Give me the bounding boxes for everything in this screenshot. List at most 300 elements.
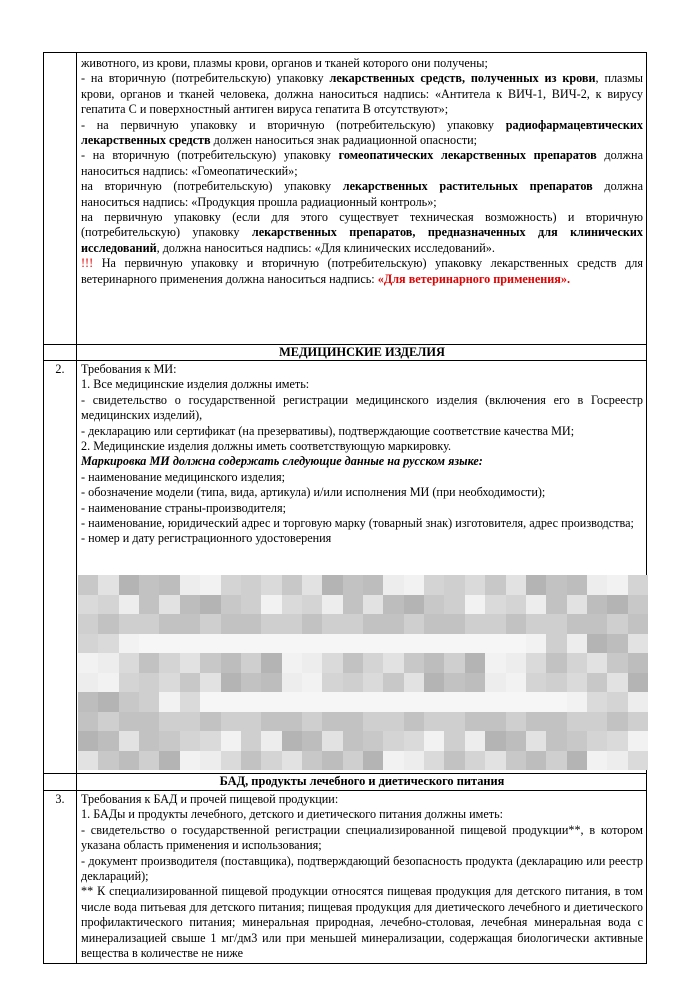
mosaic-cell bbox=[343, 673, 363, 693]
mosaic-cell bbox=[200, 731, 220, 751]
mosaic-cell bbox=[424, 731, 444, 751]
mosaic-cell bbox=[282, 731, 302, 751]
mosaic-cell bbox=[261, 692, 281, 712]
mosaic-cell bbox=[241, 653, 261, 673]
text-run: 2. Медицинские изделия должны иметь соответствующую маркировку. bbox=[81, 439, 452, 454]
text-line bbox=[81, 179, 643, 210]
mosaic-cell bbox=[343, 634, 363, 654]
mosaic-cell bbox=[424, 673, 444, 693]
mosaic-cell bbox=[180, 653, 200, 673]
mosaic-cell bbox=[526, 634, 546, 654]
mosaic-cell bbox=[221, 712, 241, 732]
mosaic-cell bbox=[485, 614, 505, 634]
mosaic-cell bbox=[241, 595, 261, 615]
mosaic-cell bbox=[465, 712, 485, 732]
mosaic-cell bbox=[546, 692, 566, 712]
mosaic-cell bbox=[628, 575, 648, 595]
mosaic-cell bbox=[444, 634, 464, 654]
mosaic-cell bbox=[363, 575, 383, 595]
section-title-bad: БАД, продукты лечебного и диетического питания bbox=[219, 774, 505, 788]
mosaic-cell bbox=[506, 575, 526, 595]
mosaic-cell bbox=[241, 692, 261, 712]
mosaic-cell bbox=[404, 653, 424, 673]
mosaic-cell bbox=[78, 653, 98, 673]
mosaic-cell bbox=[261, 614, 281, 634]
mosaic-cell bbox=[444, 751, 464, 771]
mosaic-cell bbox=[78, 751, 98, 771]
mosaic-cell bbox=[444, 653, 464, 673]
mosaic-cell bbox=[98, 731, 118, 751]
mosaic-cell bbox=[302, 634, 322, 654]
mosaic-cell bbox=[180, 692, 200, 712]
mosaic-cell bbox=[241, 731, 261, 751]
mosaic-cell bbox=[506, 751, 526, 771]
mosaic-cell bbox=[119, 634, 139, 654]
mosaic-cell bbox=[78, 731, 98, 751]
mosaic-row bbox=[78, 673, 648, 693]
mosaic-cell bbox=[526, 614, 546, 634]
mosaic-cell bbox=[506, 712, 526, 732]
mosaic-cell bbox=[159, 731, 179, 751]
mosaic-cell bbox=[444, 731, 464, 751]
mosaic-cell bbox=[506, 634, 526, 654]
text-run: На первичную упаковку и вторичную (потребительскую) упаковку лекарственных средств для ветеринарного применения должна наноситься надпись: bbox=[81, 256, 643, 286]
mosaic-cell bbox=[159, 614, 179, 634]
text-line bbox=[81, 148, 643, 179]
mosaic-cell bbox=[98, 634, 118, 654]
mosaic-cell bbox=[567, 692, 587, 712]
mosaic-cell bbox=[221, 595, 241, 615]
mosaic-cell bbox=[322, 731, 342, 751]
row-divider bbox=[44, 360, 646, 361]
mosaic-cell bbox=[567, 731, 587, 751]
mosaic-cell bbox=[424, 692, 444, 712]
mosaic-cell bbox=[465, 751, 485, 771]
mosaic-cell bbox=[383, 575, 403, 595]
mosaic-row bbox=[78, 653, 648, 673]
mosaic-cell bbox=[322, 614, 342, 634]
mosaic-cell bbox=[546, 731, 566, 751]
mosaic-cell bbox=[404, 751, 424, 771]
mosaic-cell bbox=[119, 575, 139, 595]
mosaic-cell bbox=[546, 712, 566, 732]
mosaic-cell bbox=[261, 751, 281, 771]
mosaic-cell bbox=[567, 653, 587, 673]
mosaic-cell bbox=[78, 595, 98, 615]
mosaic-cell bbox=[282, 653, 302, 673]
mosaic-cell bbox=[282, 595, 302, 615]
mosaic-cell bbox=[383, 614, 403, 634]
mosaic-cell bbox=[159, 751, 179, 771]
mosaic-cell bbox=[465, 634, 485, 654]
mosaic-cell bbox=[343, 653, 363, 673]
mosaic-cell bbox=[526, 712, 546, 732]
mosaic-cell bbox=[444, 712, 464, 732]
mosaic-cell bbox=[261, 595, 281, 615]
text-run: - наименование медицинского изделия; bbox=[81, 469, 286, 484]
text-run: на вторичную (потребительскую) упаковку bbox=[81, 179, 343, 194]
mosaic-row bbox=[78, 731, 648, 751]
mosaic-cell bbox=[363, 614, 383, 634]
mosaic-cell bbox=[383, 595, 403, 615]
mosaic-cell bbox=[98, 595, 118, 615]
mosaic-cell bbox=[404, 712, 424, 732]
mosaic-cell bbox=[261, 731, 281, 751]
mosaic-cell bbox=[119, 751, 139, 771]
mosaic-cell bbox=[221, 575, 241, 595]
mosaic-cell bbox=[587, 712, 607, 732]
mosaic-cell bbox=[526, 692, 546, 712]
mosaic-cell bbox=[485, 712, 505, 732]
mosaic-cell bbox=[78, 692, 98, 712]
mosaic-cell bbox=[383, 653, 403, 673]
mosaic-cell bbox=[139, 712, 159, 732]
mosaic-cell bbox=[282, 751, 302, 771]
text-line bbox=[81, 792, 643, 807]
mosaic-cell bbox=[506, 614, 526, 634]
mosaic-row bbox=[78, 692, 648, 712]
mosaic-cell bbox=[363, 673, 383, 693]
mosaic-row bbox=[78, 614, 648, 634]
mosaic-cell bbox=[241, 614, 261, 634]
mosaic-cell bbox=[261, 673, 281, 693]
mosaic-cell bbox=[159, 653, 179, 673]
mosaic-cell bbox=[526, 673, 546, 693]
text-run: Маркировка МИ должна содержать следующие данные на русском языке: bbox=[81, 454, 483, 469]
text-line bbox=[81, 393, 643, 424]
mosaic-cell bbox=[322, 575, 342, 595]
mosaic-cell bbox=[404, 575, 424, 595]
mosaic-cell bbox=[139, 673, 159, 693]
mosaic-cell bbox=[119, 673, 139, 693]
mosaic-cell bbox=[628, 653, 648, 673]
text-run: - на вторичную (потребительскую) упаковку bbox=[81, 148, 339, 163]
mosaic-cell bbox=[98, 712, 118, 732]
mosaic-cell bbox=[200, 595, 220, 615]
mosaic-cell bbox=[383, 634, 403, 654]
mosaic-cell bbox=[546, 673, 566, 693]
mosaic-cell bbox=[119, 731, 139, 751]
mosaic-cell bbox=[200, 634, 220, 654]
text-line bbox=[81, 377, 643, 392]
mosaic-cell bbox=[485, 673, 505, 693]
mosaic-cell bbox=[302, 692, 322, 712]
mosaic-cell bbox=[200, 712, 220, 732]
mosaic-cell bbox=[241, 575, 261, 595]
text-run: , должна наноситься надпись: «Для клинических исследований». bbox=[156, 240, 495, 255]
mosaic-cell bbox=[159, 692, 179, 712]
mosaic-cell bbox=[343, 731, 363, 751]
document-table bbox=[43, 52, 647, 964]
text-line bbox=[81, 118, 643, 149]
mosaic-cell bbox=[424, 634, 444, 654]
mosaic-cell bbox=[567, 634, 587, 654]
mosaic-cell bbox=[282, 673, 302, 693]
mosaic-cell bbox=[282, 614, 302, 634]
mosaic-cell bbox=[546, 634, 566, 654]
mosaic-cell bbox=[261, 575, 281, 595]
mosaic-cell bbox=[628, 634, 648, 654]
mosaic-cell bbox=[302, 595, 322, 615]
text-run: - декларацию или сертификат (на презервативы), подтверждающие соответствие качества МИ; bbox=[81, 423, 575, 438]
mosaic-cell bbox=[139, 731, 159, 751]
mosaic-cell bbox=[485, 692, 505, 712]
mosaic-cell bbox=[526, 731, 546, 751]
mosaic-cell bbox=[546, 614, 566, 634]
text-run: должен наноситься знак радиационной опасности; bbox=[210, 133, 478, 148]
mosaic-cell bbox=[526, 653, 546, 673]
text-run: - на вторичную (потребительскую) упаковку bbox=[81, 71, 330, 86]
mosaic-cell bbox=[465, 595, 485, 615]
mosaic-cell bbox=[628, 731, 648, 751]
mosaic-cell bbox=[444, 595, 464, 615]
mosaic-cell bbox=[485, 634, 505, 654]
mosaic-cell bbox=[139, 634, 159, 654]
mosaic-cell bbox=[200, 575, 220, 595]
mosaic-cell bbox=[567, 712, 587, 732]
text-run: животного, из крови, плазмы крови, органов и тканей которого они получены; bbox=[81, 56, 488, 70]
mosaic-cell bbox=[343, 595, 363, 615]
medical-devices-cell bbox=[81, 362, 643, 547]
mosaic-cell bbox=[139, 614, 159, 634]
mosaic-cell bbox=[607, 731, 627, 751]
text-run: лекарственных растительных препаратов bbox=[342, 179, 593, 194]
text-run: Требования к МИ: bbox=[81, 362, 177, 376]
mosaic-cell bbox=[383, 692, 403, 712]
mosaic-cell bbox=[404, 614, 424, 634]
mosaic-cell bbox=[363, 595, 383, 615]
mosaic-cell bbox=[200, 673, 220, 693]
mosaic-cell bbox=[139, 751, 159, 771]
mosaic-cell bbox=[506, 731, 526, 751]
mosaic-cell bbox=[607, 751, 627, 771]
mosaic-cell bbox=[241, 751, 261, 771]
text-run: - наименование, юридический адрес и торговую марку (товарный знак) изготовителя, адрес производства; bbox=[81, 516, 634, 531]
mosaic-cell bbox=[607, 575, 627, 595]
mosaic-cell bbox=[322, 712, 342, 732]
text-run: должна наноситься надпись: «Продукция прошла радиационный контроль»; bbox=[81, 179, 643, 209]
mosaic-cell bbox=[200, 751, 220, 771]
mosaic-cell bbox=[607, 595, 627, 615]
mosaic-cell bbox=[180, 731, 200, 751]
mosaic-cell bbox=[485, 751, 505, 771]
mosaic-cell bbox=[221, 614, 241, 634]
text-run: 1. БАДы и продукты лечебного, детского и диетического питания должны иметь: bbox=[81, 807, 504, 822]
mosaic-cell bbox=[119, 614, 139, 634]
text-run: - номер и дату регистрационного удостоверения bbox=[81, 531, 332, 546]
text-line bbox=[81, 501, 643, 516]
mosaic-cell bbox=[282, 634, 302, 654]
mosaic-cell bbox=[78, 614, 98, 634]
mosaic-cell bbox=[485, 653, 505, 673]
text-line bbox=[81, 823, 643, 854]
text-line bbox=[81, 516, 643, 531]
mosaic-cell bbox=[546, 575, 566, 595]
mosaic-cell bbox=[221, 751, 241, 771]
text-run: - наименование страны-производителя; bbox=[81, 500, 286, 515]
text-run: - на первичную упаковку и вторичную (потребительскую) упаковку bbox=[81, 117, 506, 132]
mosaic-cell bbox=[221, 692, 241, 712]
mosaic-cell bbox=[444, 614, 464, 634]
text-line bbox=[81, 439, 643, 454]
bad-requirements-cell bbox=[81, 792, 643, 961]
mosaic-cell bbox=[322, 673, 342, 693]
mosaic-cell bbox=[628, 614, 648, 634]
mosaic-cell bbox=[424, 751, 444, 771]
mosaic-row bbox=[78, 634, 648, 654]
mosaic-cell bbox=[322, 751, 342, 771]
mosaic-cell bbox=[180, 751, 200, 771]
text-run: - документ производителя (поставщика), подтверждающий безопасность продукта (декларацию или реестр деклараций); bbox=[81, 853, 643, 884]
mosaic-cell bbox=[98, 575, 118, 595]
continuation-cell bbox=[81, 56, 643, 287]
mosaic-cell bbox=[363, 634, 383, 654]
mosaic-cell bbox=[587, 692, 607, 712]
row-divider bbox=[44, 790, 646, 791]
mosaic-cell bbox=[78, 712, 98, 732]
mosaic-row bbox=[78, 751, 648, 771]
text-line bbox=[81, 470, 643, 485]
mosaic-cell bbox=[404, 595, 424, 615]
mosaic-cell bbox=[383, 751, 403, 771]
mosaic-cell bbox=[302, 614, 322, 634]
mosaic-cell bbox=[159, 595, 179, 615]
row-number: 2. bbox=[55, 362, 65, 376]
text-line bbox=[81, 71, 643, 117]
text-run: «Для ветеринарного применения». bbox=[377, 271, 571, 286]
text-run: на первичную упаковку (если для этого существует техническая возможность) и вторичную (потребительскую) упаковку bbox=[81, 210, 643, 240]
mosaic-cell bbox=[363, 751, 383, 771]
mosaic-cell bbox=[587, 673, 607, 693]
mosaic-cell bbox=[241, 673, 261, 693]
mosaic-cell bbox=[607, 653, 627, 673]
mosaic-cell bbox=[78, 673, 98, 693]
mosaic-cell bbox=[363, 692, 383, 712]
mosaic-cell bbox=[343, 575, 363, 595]
mosaic-cell bbox=[363, 731, 383, 751]
mosaic-cell bbox=[180, 673, 200, 693]
mosaic-cell bbox=[200, 614, 220, 634]
mosaic-cell bbox=[119, 653, 139, 673]
text-run: , плазмы крови, органов и тканей человека, должна наноситься надпись: «Антитела к ВИЧ-1, ВИЧ-2, к вирусу гепатита С и поверхностный антиген вируса гепатита В отсутствуют»; bbox=[81, 71, 643, 117]
text-run: ** К специализированной пищевой продукции относятся пищевая продукция для детского питания, в том числе вода питьевая для детского питания; пищевая продукция для диетического лечебного и диетического профилактического питания; минеральная природная, лечебно-столовая, лечебная минеральная вода с минерализацией свыше 1 мг/дм3 или при меньшей минерализации, содержащая биологически активные вещества в количестве не ниже bbox=[81, 884, 643, 961]
mosaic-cell bbox=[465, 614, 485, 634]
mosaic-cell bbox=[343, 751, 363, 771]
mosaic-cell bbox=[485, 575, 505, 595]
mosaic-cell bbox=[261, 712, 281, 732]
mosaic-cell bbox=[424, 653, 444, 673]
mosaic-cell bbox=[200, 692, 220, 712]
mosaic-cell bbox=[98, 751, 118, 771]
mosaic-cell bbox=[241, 712, 261, 732]
mosaic-cell bbox=[261, 634, 281, 654]
mosaic-cell bbox=[546, 751, 566, 771]
mosaic-cell bbox=[78, 634, 98, 654]
text-line bbox=[81, 454, 643, 469]
mosaic-cell bbox=[444, 575, 464, 595]
text-run: лекарственных средств, полученных из крови bbox=[329, 71, 596, 86]
mosaic-cell bbox=[465, 575, 485, 595]
mosaic-cell bbox=[526, 595, 546, 615]
text-run: - обозначение модели (типа, вида, артикула) и/или исполнения МИ (при необходимости); bbox=[81, 485, 546, 500]
mosaic-cell bbox=[506, 692, 526, 712]
mosaic-cell bbox=[159, 575, 179, 595]
text-run: лекарственных препаратов, предназначенных для клинических исследований bbox=[81, 225, 643, 255]
mosaic-cell bbox=[607, 673, 627, 693]
mosaic-cell bbox=[587, 731, 607, 751]
mosaic-cell bbox=[200, 653, 220, 673]
mosaic-cell bbox=[424, 614, 444, 634]
column-divider bbox=[76, 53, 77, 963]
mosaic-cell bbox=[587, 575, 607, 595]
mosaic-row bbox=[78, 575, 648, 595]
mosaic-cell bbox=[444, 692, 464, 712]
mosaic-cell bbox=[322, 595, 342, 615]
mosaic-cell bbox=[383, 673, 403, 693]
mosaic-cell bbox=[567, 673, 587, 693]
mosaic-cell bbox=[404, 692, 424, 712]
mosaic-cell bbox=[567, 575, 587, 595]
mosaic-cell bbox=[404, 731, 424, 751]
mosaic-cell bbox=[343, 692, 363, 712]
text-line bbox=[81, 854, 643, 885]
mosaic-cell bbox=[424, 595, 444, 615]
text-run: - свидетельство о государственной регистрации специализированной пищевой продукции**, в котором указана область применения и использования; bbox=[81, 822, 643, 853]
text-run: - свидетельство о государственной регистрации медицинского изделия (включения его в Госреестр медицинских изделий), bbox=[81, 392, 643, 423]
mosaic-cell bbox=[465, 731, 485, 751]
mosaic-cell bbox=[526, 575, 546, 595]
mosaic-cell bbox=[180, 595, 200, 615]
mosaic-cell bbox=[363, 653, 383, 673]
mosaic-cell bbox=[587, 634, 607, 654]
mosaic-cell bbox=[139, 595, 159, 615]
mosaic-cell bbox=[98, 653, 118, 673]
mosaic-cell bbox=[302, 731, 322, 751]
text-run: !!! bbox=[81, 256, 94, 271]
mosaic-cell bbox=[159, 673, 179, 693]
mosaic-cell bbox=[221, 673, 241, 693]
mosaic-cell bbox=[322, 653, 342, 673]
mosaic-cell bbox=[628, 673, 648, 693]
mosaic-cell bbox=[567, 595, 587, 615]
mosaic-cell bbox=[221, 731, 241, 751]
mosaic-cell bbox=[587, 653, 607, 673]
text-line bbox=[81, 256, 643, 287]
mosaic-cell bbox=[261, 653, 281, 673]
mosaic-cell bbox=[159, 712, 179, 732]
mosaic-cell bbox=[465, 653, 485, 673]
mosaic-cell bbox=[567, 751, 587, 771]
row-number: 3. bbox=[55, 792, 65, 806]
mosaic-cell bbox=[404, 634, 424, 654]
mosaic-cell bbox=[628, 692, 648, 712]
mosaic-cell bbox=[282, 692, 302, 712]
text-line bbox=[81, 485, 643, 500]
mosaic-cell bbox=[607, 692, 627, 712]
mosaic-cell bbox=[302, 712, 322, 732]
mosaic-cell bbox=[424, 712, 444, 732]
mosaic-cell bbox=[404, 673, 424, 693]
mosaic-row bbox=[78, 712, 648, 732]
mosaic-cell bbox=[424, 575, 444, 595]
mosaic-cell bbox=[607, 712, 627, 732]
mosaic-cell bbox=[343, 712, 363, 732]
text-line bbox=[81, 210, 643, 256]
mosaic-cell bbox=[98, 673, 118, 693]
mosaic-cell bbox=[343, 614, 363, 634]
text-run: гомеопатических лекарственных препаратов bbox=[338, 148, 597, 163]
mosaic-cell bbox=[119, 712, 139, 732]
